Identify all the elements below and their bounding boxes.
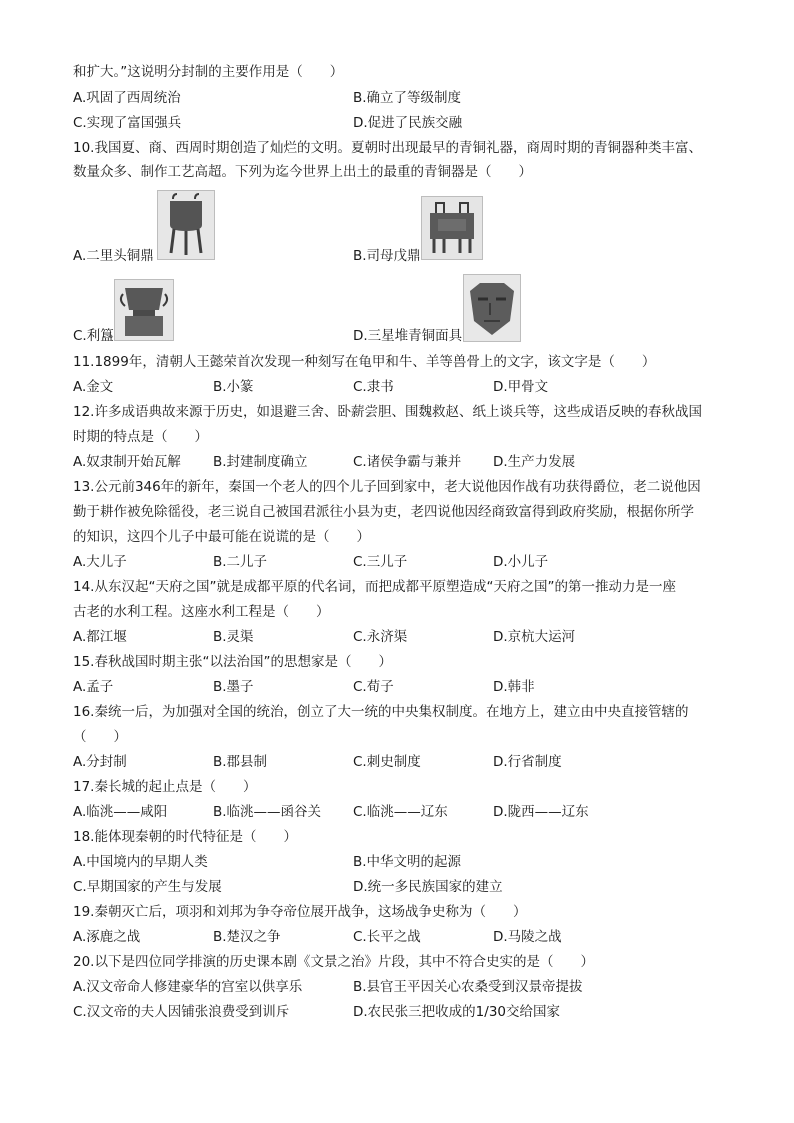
q9-option-c: C.实现了富国强兵 — [73, 115, 182, 131]
q11-option-d: D.甲骨文 — [493, 379, 549, 395]
q13-option-d: D.小儿子 — [493, 554, 549, 570]
q20-option-b: B.县官王平因关心农桑受到汉景帝提拔 — [353, 979, 583, 995]
q11-option-c: C.隶书 — [353, 379, 394, 395]
q15-option-a: A.孟子 — [73, 679, 114, 695]
li-gui-image — [114, 279, 174, 341]
q12-stem-line1: 12.许多成语典故来源于历史，如退避三舍、卧薪尝胆、围魏救赵、纸上谈兵等，这些成语反映的春秋战国 — [73, 404, 702, 420]
q14-stem-line2: 古老的水利工程。这座水利工程是（ ） — [73, 604, 330, 620]
q20-option-c: C.汉文帝的夫人因铺张浪费受到训斥 — [73, 1004, 290, 1020]
q15-option-b: B.墨子 — [213, 679, 254, 695]
q16-option-c: C.刺史制度 — [353, 754, 421, 770]
q9-option-b: B.确立了等级制度 — [353, 90, 462, 106]
q13-stem-line1: 13.公元前346年的新年，秦国一个老人的四个儿子回到家中，老大说他因作战有功获得爵位，老二说他因 — [73, 479, 701, 495]
q19-option-c: C.长平之战 — [353, 929, 421, 945]
q12-option-d: D.生产力发展 — [493, 454, 576, 470]
q20-option-a: A.汉文帝命人修建豪华的宫室以供享乐 — [73, 979, 303, 995]
q17-option-c: C.临洮——辽东 — [353, 804, 448, 820]
q19-stem: 19.秦朝灭亡后，项羽和刘邦为争夺帝位展开战争，这场战争史称为（ ） — [73, 904, 527, 920]
q15-option-d: D.韩非 — [493, 679, 535, 695]
q14-option-c: C.永济渠 — [353, 629, 408, 645]
q18-option-d: D.统一多民族国家的建立 — [353, 879, 503, 895]
q10-stem-line2: 数量众多、制作工艺高超。下列为迄今世界上出土的最重的青铜器是（ ） — [73, 164, 532, 180]
q13-option-b: B.二儿子 — [213, 554, 268, 570]
q19-option-b: B.楚汉之争 — [213, 929, 281, 945]
q13-stem-line2: 勤于耕作被免除徭役，老三说自己被国君派往小县为吏，老四说他因经商致富得到政府奖励，根据你所学 — [73, 504, 694, 520]
q15-option-c: C.荀子 — [353, 679, 394, 695]
q11-option-a: A.金文 — [73, 379, 114, 395]
q18-option-c: C.早期国家的产生与发展 — [73, 879, 222, 895]
q10-option-b: B.司母戊鼎 — [353, 248, 421, 264]
q14-option-a: A.都江堰 — [73, 629, 127, 645]
q10-option-a: A.二里头铜鼎 — [73, 248, 154, 264]
q12-option-b: B.封建制度确立 — [213, 454, 308, 470]
q18-stem: 18.能体现秦朝的时代特征是（ ） — [73, 829, 297, 845]
q17-option-a: A.临洮——咸阳 — [73, 804, 168, 820]
q14-option-d: D.京杭大运河 — [493, 629, 576, 645]
q16-option-d: D.行省制度 — [493, 754, 562, 770]
q16-option-b: B.郡县制 — [213, 754, 268, 770]
q17-option-b: B.临洮——函谷关 — [213, 804, 322, 820]
q17-option-d: D.陇西——辽东 — [493, 804, 589, 820]
q13-option-a: A.大儿子 — [73, 554, 127, 570]
q10-option-c: C.利簋 — [73, 328, 114, 344]
q13-stem-line3: 的知识，这四个儿子中最可能在说谎的是（ ） — [73, 529, 370, 545]
q15-stem: 15.春秋战国时期主张“以法治国”的思想家是（ ） — [73, 654, 392, 670]
q16-stem-line1: 16.秦统一后，为加强对全国的统治，创立了大一统的中央集权制度。在地方上，建立由中央直接管辖的 — [73, 704, 689, 720]
q9-option-a: A.巩固了西周统治 — [73, 90, 181, 106]
q12-option-c: C.诸侯争霸与兼并 — [353, 454, 462, 470]
q18-option-a: A.中国境内的早期人类 — [73, 854, 208, 870]
q12-option-a: A.奴隶制开始瓦解 — [73, 454, 181, 470]
q17-stem: 17.秦长城的起止点是（ ） — [73, 779, 257, 795]
q18-option-b: B.中华文明的起源 — [353, 854, 462, 870]
bronze-ding-erlitou-image — [157, 190, 215, 260]
q14-stem-line1: 14.从东汉起“天府之国”就是成都平原的代名词，而把成都平原塑造成“天府之国”的第一推动力是一座 — [73, 579, 676, 595]
q11-stem: 11.1899年，清朝人王懿荣首次发现一种刻写在龟甲和牛、羊等兽骨上的文字，该文字是（ ） — [73, 354, 656, 370]
q9-stem-tail: 和扩大。”这说明分封制的主要作用是（ ） — [73, 64, 344, 80]
q19-option-d: D.马陵之战 — [493, 929, 562, 945]
q10-stem-line1: 10.我国夏、商、西周时期创造了灿烂的文明。夏朝时出现最早的青铜礼器，商周时期的青铜器种类丰富、 — [73, 140, 702, 156]
q11-option-b: B.小篆 — [213, 379, 254, 395]
q13-option-c: C.三儿子 — [353, 554, 408, 570]
bronze-ding-simuwu-image — [421, 196, 483, 260]
q20-option-d: D.农民张三把收成的1/30交给国家 — [353, 1004, 561, 1020]
q14-option-b: B.灵渠 — [213, 629, 254, 645]
q19-option-a: A.涿鹿之战 — [73, 929, 141, 945]
q20-stem: 20.以下是四位同学排演的历史课本剧《文景之治》片段，其中不符合史实的是（ ） — [73, 954, 594, 970]
q12-stem-line2: 时期的特点是（ ） — [73, 429, 208, 445]
q9-option-d: D.促进了民族交融 — [353, 115, 463, 131]
q16-stem-line2: （ ） — [73, 729, 127, 745]
q16-option-a: A.分封制 — [73, 754, 127, 770]
sanxingdui-mask-image — [463, 274, 521, 342]
q10-option-d: D.三星堆青铜面具 — [353, 328, 463, 344]
